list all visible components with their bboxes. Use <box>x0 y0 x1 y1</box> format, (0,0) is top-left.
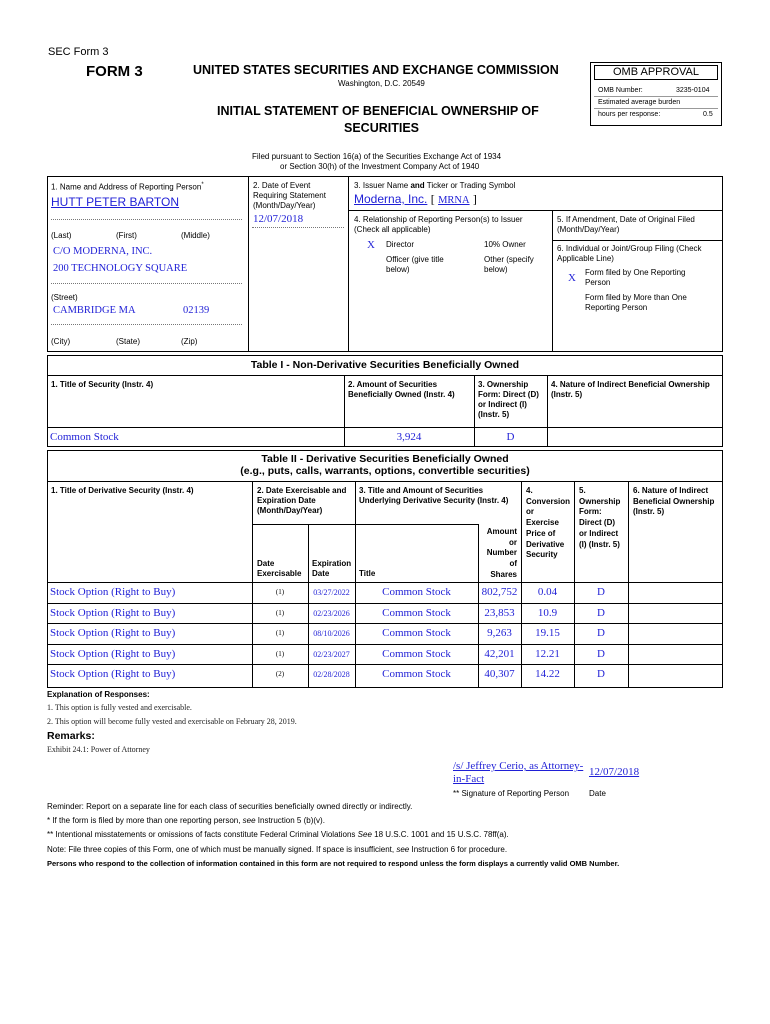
t1-amount: 3,924 <box>396 431 422 443</box>
col4h-line: Security <box>526 550 558 560</box>
address-line1: C/O MODERNA, INC. <box>53 246 153 257</box>
t2-col2-header2: Expiration Date <box>257 496 316 505</box>
state-label: (State) <box>116 337 141 346</box>
table-row-divider <box>47 603 723 604</box>
omb-burden-label2: hours per response: <box>598 111 661 118</box>
t1-col3-header1: 3. Ownership <box>478 380 529 389</box>
amounth-line: Amount <box>486 527 517 536</box>
event-date: 12/07/2018 <box>253 213 304 225</box>
amounth-line: or <box>509 537 517 547</box>
table1-title: Table I - Non-Derivative Securities Beneficially Owned <box>250 359 520 371</box>
reporting-person-name[interactable]: HUTT PETER BARTON <box>51 195 180 209</box>
multi-person-label2: Reporting Person <box>585 303 648 312</box>
multi-person-label1: Form filed by More than One <box>585 293 687 302</box>
footer-omb-notice: Persons who respond to the collection of information contained in this form are not required to respond unless the form displays a currently valid OMB Number. <box>47 859 620 868</box>
t2-date-exercisable-header2: Exercisable <box>257 569 302 578</box>
t1-col4-header1: 4. Nature of Indirect Beneficial Ownership <box>551 380 710 389</box>
box6-label2: Applicable Line) <box>557 254 614 263</box>
t2-cell-exp: 02/23/2026 <box>313 608 350 618</box>
zip-value: 02139 <box>183 305 210 316</box>
t2-expiration-header1: Expiration <box>312 559 352 568</box>
t2-cell-shares: 9,263 <box>487 627 512 640</box>
col4h-line: 4. <box>526 486 533 495</box>
one-person-label1: Form filed by One Reporting <box>585 268 686 277</box>
t1-col3-header3: or Indirect (I) <box>478 400 527 409</box>
t2-cell-form: D <box>597 668 605 681</box>
t2-cell-price: 19.15 <box>535 627 560 640</box>
t2-date-exercisable-header1: Date <box>257 559 275 568</box>
footer-reminder: Reminder: Report on a separate line for each class of securities beneficially owned directly or indirectly. <box>47 802 413 811</box>
street-label: (Street) <box>51 293 78 302</box>
middle-label: (Middle) <box>181 231 210 240</box>
table-row-divider <box>47 623 723 624</box>
box4-label1: 4. Relationship of Reporting Person(s) to Issuer <box>354 215 523 224</box>
t1-col1-header: 1. Title of Security (Instr. 4) <box>51 380 154 389</box>
t1-security-title: Common Stock <box>50 431 119 443</box>
col5h-line: Ownership <box>579 496 621 506</box>
box2-label3: (Month/Day/Year) <box>253 201 316 210</box>
address-line2: 200 TECHNOLOGY SQUARE <box>53 263 188 274</box>
t1-col3-header4: (Instr. 5) <box>478 410 510 419</box>
t2-cell-fn: (1) <box>275 649 285 658</box>
t2-col2-header3: (Month/Day/Year) <box>257 506 323 515</box>
other-label1: Other (specify <box>484 255 534 264</box>
sec-form-label: SEC Form 3 <box>48 46 109 58</box>
t2-cell-shares: 23,853 <box>484 606 515 619</box>
col5h-line: Direct (D) <box>579 518 616 528</box>
date-label: Date <box>589 789 606 798</box>
city-label: (City) <box>51 337 71 346</box>
explanation-heading: Explanation of Responses: <box>47 690 150 699</box>
t2-cell-fn: (1) <box>275 608 285 617</box>
remarks-text: Exhibit 24.1: Power of Attorney <box>47 745 150 754</box>
officer-label1: Officer (give title <box>386 255 444 264</box>
table2-title1: Table II - Derivative Securities Beneficially Owned <box>261 453 509 465</box>
t2-cell-title: Stock Option (Right to Buy) <box>50 668 176 681</box>
director-label: Director <box>386 240 415 249</box>
box2-label1: 2. Date of Event <box>253 181 311 190</box>
box6-label1: 6. Individual or Joint/Group Filing (Check <box>557 244 702 253</box>
t2-cell-price: 10.9 <box>537 606 558 619</box>
explanation-note2: 2. This option will become fully vested and exercisable on February 28, 2019. <box>47 717 297 726</box>
t1-col4-header2: (Instr. 5) <box>551 390 583 399</box>
one-person-check: X <box>568 272 576 284</box>
t2-col1-header: 1. Title of Derivative Security (Instr. 4) <box>51 486 194 495</box>
omb-number-value: 3235-0104 <box>676 87 710 94</box>
omb-burden-value: 0.5 <box>703 111 713 118</box>
col6h-line: (Instr. 5) <box>633 507 665 517</box>
omb-title: OMB APPROVAL <box>613 66 699 78</box>
t2-cell-shares: 42,201 <box>484 647 515 660</box>
t2-cell-price: 12.21 <box>535 647 560 660</box>
footer-note3: Note: File three copies of this Form, one of which must be manually signed. If space is insufficient, see Instruction 6 for procedure. <box>47 845 508 854</box>
ticker-link[interactable]: MRNA <box>438 195 470 206</box>
signature-date: 12/07/2018 <box>589 766 640 778</box>
box5-label1: 5. If Amendment, Date of Original Filed <box>557 215 695 224</box>
t2-cell-under: Common Stock <box>382 647 451 660</box>
t2-col3-header2: Underlying Derivative Security (Instr. 4) <box>359 496 509 505</box>
t2-expiration-header2: Date <box>312 569 330 578</box>
t1-col2-header1: 2. Amount of Securities <box>348 380 438 389</box>
t2-cell-title: Stock Option (Right to Buy) <box>50 606 176 619</box>
director-check: X <box>367 239 375 251</box>
city-state-value: CAMBRIDGE MA <box>53 305 136 316</box>
t2-cell-under: Common Stock <box>382 606 451 619</box>
commission-title: UNITED STATES SECURITIES AND EXCHANGE COMMISSION <box>193 63 559 77</box>
col4h-line: Derivative <box>526 539 565 549</box>
col5h-line: (I) (Instr. 5) <box>579 539 620 549</box>
explanation-note1: 1. This option is fully vested and exercisable. <box>47 703 192 712</box>
col6h-line: Beneficial Ownership <box>633 496 715 506</box>
officer-label2: below) <box>386 265 410 274</box>
signature-line1[interactable]: /s/ Jeffrey Cerio, as Attorney- <box>453 760 584 772</box>
last-label: (Last) <box>51 231 72 240</box>
t2-col3-header1: 3. Title and Amount of Securities <box>359 486 484 495</box>
footer-note1: * If the form is filed by more than one reporting person, see Instruction 5 (b)(v). <box>47 816 325 825</box>
zip-label: (Zip) <box>181 337 198 346</box>
t2-cell-exp: 03/27/2022 <box>313 588 350 597</box>
filed-pursuant-line2: or Section 30(h) of the Investment Company Act of 1940 <box>280 162 480 171</box>
box2-label2: Requiring Statement <box>253 191 326 200</box>
one-person-label2: Person <box>585 278 611 287</box>
col5h-line: Form: <box>579 507 602 517</box>
t2-cell-shares: 802,752 <box>481 586 518 598</box>
t2-cell-title: Stock Option (Right to Buy) <box>50 647 176 660</box>
col4h-line: Price of <box>526 528 556 538</box>
t2-cell-under: Common Stock <box>382 627 451 640</box>
t2-col2-header1: 2. Date Exercisable and <box>257 486 347 495</box>
col5h-line: 5. <box>579 486 586 495</box>
t2-cell-fn: (1) <box>275 588 285 596</box>
col4h-line: Conversion <box>526 496 571 506</box>
box4-label2: (Check all applicable) <box>354 225 431 234</box>
t2-cell-form: D <box>597 586 605 598</box>
issuer-name-link[interactable]: Moderna, Inc. <box>354 192 428 206</box>
table-row-divider <box>47 664 723 665</box>
amounth-line: Shares <box>490 569 517 579</box>
filed-pursuant-line1: Filed pursuant to Section 16(a) of the Securities Exchange Act of 1934 <box>252 152 502 161</box>
amounth-line: Number <box>486 548 517 558</box>
t2-cell-fn: (1) <box>275 629 285 638</box>
col4h-line: or <box>526 507 534 517</box>
form-title: FORM 3 <box>86 63 143 80</box>
t2-cell-form: D <box>597 606 605 619</box>
statement-title-line2: SECURITIES <box>344 121 420 135</box>
t2-cell-title: Stock Option (Right to Buy) <box>50 586 176 598</box>
t2-cell-under: Common Stock <box>382 586 451 598</box>
footer-note2: ** Intentional misstatements or omissions of facts constitute Federal Criminal Violations See 18 U.S.C. 1001 and 15 U.S.C. 78ff(a). <box>47 830 509 839</box>
t2-cell-exp: 02/28/2028 <box>313 670 350 680</box>
t2-cell-form: D <box>597 627 605 640</box>
t1-col2-header2: Beneficially Owned (Instr. 4) <box>348 390 455 399</box>
first-label: (First) <box>116 231 137 240</box>
other-label2: below) <box>484 265 508 274</box>
issuer-ticker: Moderna, Inc. [ MRNA ] <box>354 192 477 206</box>
col6h-line: 6. Nature of Indirect <box>633 486 709 495</box>
col4h-line: Exercise <box>526 518 559 528</box>
t1-col3-header2: Form: Direct (D) <box>478 390 539 399</box>
box1-label: 1. Name and Address of Reporting Person* <box>51 182 204 192</box>
signature-label: ** Signature of Reporting Person <box>453 789 570 798</box>
box5-label2: (Month/Day/Year) <box>557 225 620 234</box>
amounth-line: of <box>509 559 517 569</box>
signature-line2[interactable]: in-Fact <box>453 773 485 785</box>
remarks-heading: Remarks: <box>47 730 95 742</box>
col5h-line: or Indirect <box>579 528 619 538</box>
t2-cell-under: Common Stock <box>382 668 451 681</box>
t2-cell-title: Stock Option (Right to Buy) <box>50 627 176 640</box>
statement-title-line1: INITIAL STATEMENT OF BENEFICIAL OWNERSHIP OF <box>217 104 539 118</box>
t2-title-header: Title <box>359 569 376 578</box>
t2-cell-exp: 08/10/2026 <box>313 629 350 639</box>
commission-city: Washington, D.C. 20549 <box>338 79 425 88</box>
box3-label: 3. Issuer Name and Ticker or Trading Symbol <box>354 181 516 190</box>
t2-cell-exp: 02/23/2027 <box>313 649 350 659</box>
t1-ownership-form: D <box>506 431 515 443</box>
table2-title2: (e.g., puts, calls, warrants, options, convertible securities) <box>240 465 530 477</box>
t2-cell-price: 0.04 <box>537 586 558 598</box>
table-row-divider <box>47 644 723 645</box>
t2-cell-price: 14.22 <box>535 668 560 681</box>
omb-burden-label1: Estimated average burden <box>598 99 681 106</box>
omb-number-label: OMB Number: <box>598 87 643 94</box>
t2-cell-fn: (2) <box>275 670 285 679</box>
ten-pct-owner-label: 10% Owner <box>484 240 526 249</box>
t2-cell-form: D <box>597 647 605 660</box>
t2-cell-shares: 40,307 <box>484 668 515 681</box>
